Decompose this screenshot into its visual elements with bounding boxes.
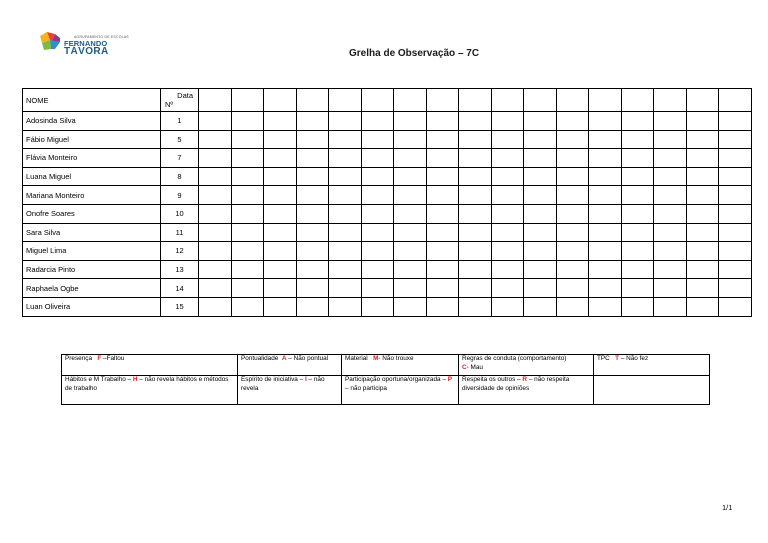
header-date-cell (654, 89, 687, 112)
observation-cell (589, 112, 622, 131)
observation-cell (687, 186, 719, 205)
observation-cell (459, 167, 492, 186)
observation-cell (589, 279, 622, 298)
observation-cell (719, 223, 752, 242)
observation-cell (362, 167, 394, 186)
legend-respeita-label: Respeita os outros – (462, 376, 521, 383)
observation-cell (329, 130, 362, 149)
observation-cell (687, 130, 719, 149)
legend-material-desc: Não trouxe (382, 355, 414, 362)
observation-cell (589, 167, 622, 186)
observation-cell (199, 223, 232, 242)
observation-cell (654, 130, 687, 149)
observation-cell (589, 242, 622, 261)
legend-pontualidade-label: Pontualidade (241, 355, 279, 362)
observation-cell (232, 186, 264, 205)
legend-respeita (459, 376, 594, 405)
observation-cell (524, 130, 557, 149)
legend-iniciativa-label: Espírito de iniciativa – (241, 376, 304, 383)
legend-regras-label: Regras de conduta (comportamento) (462, 355, 567, 362)
student-name: Mariana Monteiro (23, 186, 161, 205)
student-name: Luana Miguel (23, 167, 161, 186)
observation-cell (622, 223, 654, 242)
observation-cell (492, 186, 524, 205)
student-name: Flávia Monteiro (23, 149, 161, 168)
observation-cell (394, 223, 427, 242)
observation-cell (264, 242, 297, 261)
student-row (23, 149, 752, 168)
legend-pontualidade-code: A (281, 355, 287, 362)
observation-cell (719, 167, 752, 186)
observation-cell (427, 130, 459, 149)
observation-cell (232, 130, 264, 149)
header-date-cell (297, 89, 329, 112)
observation-cell (394, 204, 427, 223)
page-number: 1/1 (722, 503, 733, 512)
observation-cell (232, 149, 264, 168)
observation-cell (622, 186, 654, 205)
observation-cell (297, 112, 329, 131)
observation-cell (622, 167, 654, 186)
observation-cell (362, 149, 394, 168)
observation-cell (524, 112, 557, 131)
legend-participacao-desc: – não participa (345, 384, 387, 392)
observation-cell (329, 149, 362, 168)
legend-presenca (62, 355, 238, 376)
observation-cell (199, 130, 232, 149)
observation-cell (427, 279, 459, 298)
observation-cell (622, 279, 654, 298)
observation-cell (557, 167, 589, 186)
observation-cell (329, 279, 362, 298)
observation-cell (557, 130, 589, 149)
observation-cell (557, 297, 589, 316)
observation-cell (264, 260, 297, 279)
observation-cell (427, 167, 459, 186)
header-date-cell (687, 89, 719, 112)
observation-cell (524, 186, 557, 205)
observation-cell (362, 297, 394, 316)
student-row (23, 204, 752, 223)
observation-cell (687, 204, 719, 223)
observation-cell (589, 186, 622, 205)
observation-cell (557, 204, 589, 223)
observation-cell (264, 223, 297, 242)
observation-cell (492, 167, 524, 186)
observation-cell (297, 130, 329, 149)
legend-table (61, 354, 710, 405)
student-name: Radarcia Pinto (23, 260, 161, 279)
student-row (23, 260, 752, 279)
logo-line-1: FERNANDO (64, 39, 108, 48)
observation-cell (654, 204, 687, 223)
observation-cell (589, 204, 622, 223)
student-row (23, 297, 752, 316)
observation-cell (622, 242, 654, 261)
observation-cell (297, 204, 329, 223)
observation-cell (394, 186, 427, 205)
observation-cell (427, 204, 459, 223)
observation-cell (557, 279, 589, 298)
observation-cell (589, 297, 622, 316)
observation-cell (654, 297, 687, 316)
header-name: NOME (23, 89, 161, 112)
observation-cell (557, 149, 589, 168)
legend-participacao-code: P (447, 376, 452, 383)
observation-cell (297, 260, 329, 279)
observation-cell (557, 186, 589, 205)
student-number: 14 (161, 279, 199, 298)
observation-cell (297, 279, 329, 298)
observation-cell (362, 223, 394, 242)
observation-cell (232, 204, 264, 223)
student-name: Onofre Soares (23, 204, 161, 223)
observation-cell (264, 167, 297, 186)
observation-cell (459, 149, 492, 168)
observation-cell (492, 149, 524, 168)
legend-presenca-desc: –Faltou (103, 355, 125, 362)
header-date-cell (557, 89, 589, 112)
student-number: 10 (161, 204, 199, 223)
observation-cell (394, 112, 427, 131)
observation-cell (264, 186, 297, 205)
header-date-cell (719, 89, 752, 112)
legend-material (342, 355, 459, 376)
observation-cell (459, 223, 492, 242)
observation-cell (622, 260, 654, 279)
observation-cell (427, 186, 459, 205)
observation-cell (329, 204, 362, 223)
observation-cell (264, 279, 297, 298)
student-name: Luan Oliveira (23, 297, 161, 316)
header-date-cell (459, 89, 492, 112)
student-number: 5 (161, 130, 199, 149)
student-row (23, 242, 752, 261)
legend-respeita-code: R (522, 376, 528, 383)
student-name: Sara Silva (23, 223, 161, 242)
observation-cell (687, 242, 719, 261)
observation-cell (232, 260, 264, 279)
student-row (23, 112, 752, 131)
observation-cell (362, 186, 394, 205)
observation-cell (687, 112, 719, 131)
observation-cell (362, 242, 394, 261)
student-name: Adosinda Silva (23, 112, 161, 131)
header-date-cell (524, 89, 557, 112)
observation-cell (687, 297, 719, 316)
observation-cell (297, 167, 329, 186)
observation-cell (459, 242, 492, 261)
legend-regras-desc: Mau (470, 363, 483, 371)
observation-cell (232, 112, 264, 131)
observation-cell (232, 279, 264, 298)
observation-cell (719, 130, 752, 149)
observation-cell (459, 260, 492, 279)
observation-cell (654, 279, 687, 298)
observation-cell (622, 112, 654, 131)
student-name: Raphaela Ogbe (23, 279, 161, 298)
legend-pontualidade-desc: – Não pontual (288, 355, 329, 362)
observation-cell (427, 112, 459, 131)
legend-presenca-label: Presença (65, 355, 92, 362)
observation-cell (394, 279, 427, 298)
observation-cell (362, 204, 394, 223)
observation-cell (719, 260, 752, 279)
header-date-cell (362, 89, 394, 112)
observation-cell (654, 242, 687, 261)
header-data-no (161, 89, 199, 112)
legend-participacao-label: Participação oportuna/organizada – (345, 376, 446, 383)
legend-pontualidade (238, 355, 342, 376)
student-number: 7 (161, 149, 199, 168)
student-number: 1 (161, 112, 199, 131)
header-date-cell (264, 89, 297, 112)
observation-cell (459, 279, 492, 298)
observation-cell (654, 186, 687, 205)
observation-cell (394, 167, 427, 186)
legend-participacao (342, 376, 459, 405)
observation-cell (687, 167, 719, 186)
observation-cell (687, 149, 719, 168)
observation-cell (297, 297, 329, 316)
observation-cell (524, 260, 557, 279)
observation-cell (199, 279, 232, 298)
observation-cell (427, 297, 459, 316)
observation-cell (524, 149, 557, 168)
legend-presenca-code: F (97, 355, 102, 362)
observation-cell (264, 204, 297, 223)
observation-cell (524, 297, 557, 316)
observation-cell (719, 112, 752, 131)
observation-cell (264, 112, 297, 131)
observation-cell (622, 130, 654, 149)
legend-habitos-code: H (132, 376, 138, 383)
observation-cell (654, 167, 687, 186)
observation-cell (589, 149, 622, 168)
student-name: Fábio Miguel (23, 130, 161, 149)
legend-tpc-label: TPC (597, 355, 610, 362)
observation-cell (687, 279, 719, 298)
observation-cell (199, 297, 232, 316)
student-row (23, 223, 752, 242)
observation-cell (199, 149, 232, 168)
student-number: 8 (161, 167, 199, 186)
header-date-cell (199, 89, 232, 112)
observation-cell (329, 186, 362, 205)
observation-cell (297, 149, 329, 168)
legend-tpc (594, 355, 710, 376)
observation-cell (719, 204, 752, 223)
observation-cell (622, 204, 654, 223)
header-date-cell (492, 89, 524, 112)
legend-regras-code: C- (462, 363, 469, 371)
legend-habitos (62, 376, 238, 405)
legend-habitos-label: Hábitos e M Trabalho – (65, 376, 132, 383)
observation-cell (199, 186, 232, 205)
observation-cell (459, 186, 492, 205)
legend-regras (459, 355, 594, 376)
logo-line-2: TÁVORA (64, 46, 109, 57)
header-date-cell (589, 89, 622, 112)
observation-cell (427, 149, 459, 168)
legend-iniciativa-desc: – não revela (241, 376, 325, 392)
observation-cell (232, 242, 264, 261)
observation-cell (557, 242, 589, 261)
observation-cell (524, 223, 557, 242)
observation-cell (687, 260, 719, 279)
observation-cell (264, 297, 297, 316)
observation-cell (687, 223, 719, 242)
student-number: 11 (161, 223, 199, 242)
observation-cell (589, 130, 622, 149)
legend-respeita-desc: – não respeita diversidade de opiniões (462, 376, 570, 392)
legend-material-label: Material (345, 355, 368, 362)
student-row (23, 186, 752, 205)
observation-cell (362, 112, 394, 131)
observation-cell (622, 297, 654, 316)
observation-cell (199, 167, 232, 186)
observation-cell (199, 112, 232, 131)
student-number: 12 (161, 242, 199, 261)
observation-cell (394, 130, 427, 149)
observation-cell (427, 242, 459, 261)
observation-cell (719, 279, 752, 298)
observation-cell (199, 204, 232, 223)
observation-cell (719, 297, 752, 316)
observation-cell (459, 204, 492, 223)
observation-cell (557, 223, 589, 242)
observation-cell (524, 204, 557, 223)
observation-cell (719, 242, 752, 261)
observation-cell (264, 149, 297, 168)
observation-cell (524, 167, 557, 186)
observation-cell (459, 112, 492, 131)
observation-cell (329, 260, 362, 279)
observation-cell (557, 260, 589, 279)
logo-mark-icon (38, 30, 62, 52)
header-date-cell (232, 89, 264, 112)
grid-header-row (23, 89, 752, 112)
observation-cell (622, 149, 654, 168)
observation-cell (589, 223, 622, 242)
observation-cell (329, 242, 362, 261)
observation-cell (329, 112, 362, 131)
observation-cell (654, 260, 687, 279)
observation-cell (492, 112, 524, 131)
logo-caption: AGRUPAMENTO DE ESCOLAS (74, 35, 129, 39)
observation-cell (362, 279, 394, 298)
observation-cell (719, 186, 752, 205)
observation-cell (654, 149, 687, 168)
observation-cell (329, 297, 362, 316)
observation-cell (492, 130, 524, 149)
student-row (23, 130, 752, 149)
observation-cell (362, 130, 394, 149)
student-number: 15 (161, 297, 199, 316)
student-number: 13 (161, 260, 199, 279)
observation-cell (459, 130, 492, 149)
observation-cell (199, 242, 232, 261)
header-date-cell (622, 89, 654, 112)
observation-cell (297, 242, 329, 261)
observation-cell (492, 297, 524, 316)
observation-cell (492, 223, 524, 242)
observation-cell (394, 242, 427, 261)
observation-cell (492, 204, 524, 223)
observation-cell (297, 186, 329, 205)
observation-cell (232, 223, 264, 242)
observation-cell (459, 297, 492, 316)
observation-cell (199, 260, 232, 279)
school-logo (34, 22, 129, 68)
legend-tpc-code: T (615, 355, 620, 362)
header-data-label: Data (177, 91, 193, 100)
observation-cell (492, 279, 524, 298)
header-date-cell (329, 89, 362, 112)
page-title: Grelha de Observação – 7C (349, 48, 480, 59)
legend-habitos-desc: – não revela hábitos e métodos de trabalho (65, 376, 229, 392)
legend-iniciativa-code: I (304, 376, 307, 383)
observation-cell (654, 223, 687, 242)
observation-cell (297, 223, 329, 242)
observation-cell (589, 260, 622, 279)
student-number: 9 (161, 186, 199, 205)
legend-material-code: M- (373, 355, 381, 362)
legend-iniciativa (238, 376, 342, 405)
observation-cell (394, 149, 427, 168)
header-date-cell (394, 89, 427, 112)
observation-cell (394, 260, 427, 279)
observation-cell (492, 260, 524, 279)
observation-cell (427, 223, 459, 242)
observation-cell (329, 167, 362, 186)
observation-grid (22, 88, 752, 317)
observation-cell (232, 167, 264, 186)
observation-cell (329, 223, 362, 242)
header-no-label: Nº (165, 100, 174, 109)
observation-cell (557, 112, 589, 131)
legend-tpc-desc: – Não fez (620, 355, 649, 362)
student-row (23, 279, 752, 298)
observation-cell (719, 149, 752, 168)
student-row (23, 167, 752, 186)
observation-cell (362, 260, 394, 279)
observation-cell (654, 112, 687, 131)
observation-cell (427, 260, 459, 279)
observation-cell (524, 279, 557, 298)
legend-empty-cell (594, 376, 710, 405)
observation-cell (394, 297, 427, 316)
observation-cell (524, 242, 557, 261)
observation-cell (232, 297, 264, 316)
header-date-cell (427, 89, 459, 112)
observation-cell (492, 242, 524, 261)
observation-cell (264, 130, 297, 149)
student-name: Miguel Lima (23, 242, 161, 261)
